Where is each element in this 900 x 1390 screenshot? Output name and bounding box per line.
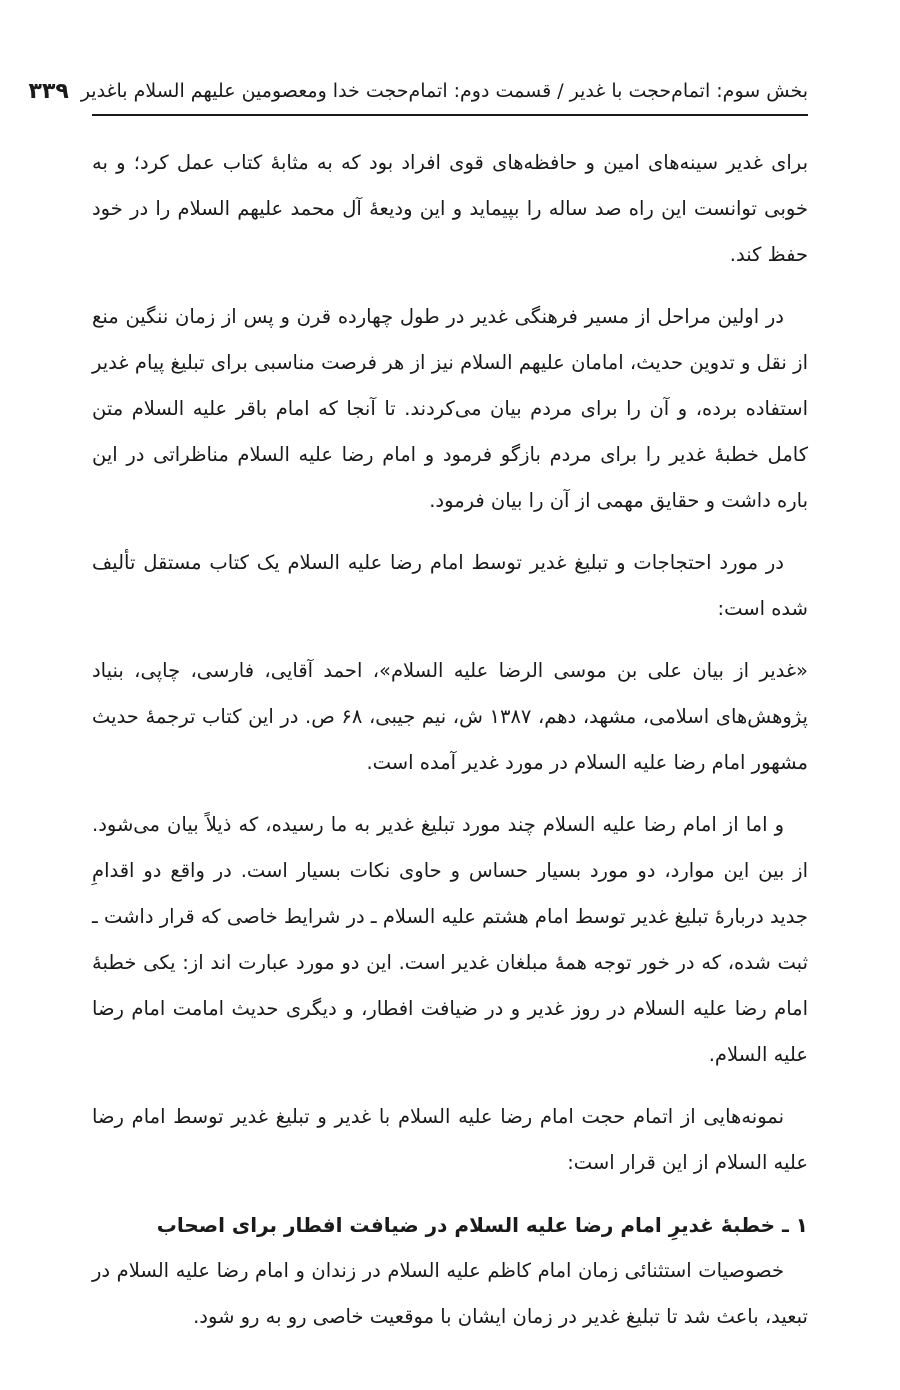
section-heading: ۱ ـ خطبهٔ غدیرِ امام رضا علیه السلام در ضیافت افطار برای اصحاب — [156, 1213, 808, 1237]
page-body — [92, 140, 808, 1340]
paragraph-3: در مورد احتجاجات و تبلیغ غدیر توسط امام رضا علیه السلام یک کتاب مستقل تألیف شده است: — [92, 551, 808, 620]
book-citation: «غدیر از بیان علی بن موسی الرضا علیه السلام»، احمد آقایی، فارسی، چاپی، بنیاد پژوهش‌های اسلامی، مشهد، دهم، ۱۳۸۷ ش، نیم جیبی، ۶۸ ص. در این کتاب ترجمهٔ حدیث مشهور امام رضا علیه السلام در مورد غدیر آمده است. — [92, 659, 808, 774]
running-header-title: بخش سوم: اتمام‌حجت با غدیر / قسمت دوم: اتمام‌حجت خدا ومعصومین علیهم السلام باغدیر — [80, 80, 808, 102]
paragraph-1: برای غدیر سینه‌های امین و حافظه‌های قوی افراد بود که به مثابهٔ کتاب عمل کرد؛ و به خوبی توانست این راه صد ساله را بپیماید و این ودیعهٔ آل محمد علیهم السلام را در خود حفظ کند. — [92, 151, 808, 266]
paragraph-4: و اما از امام رضا علیه السلام چند مورد تبلیغ غدیر به ما رسیده، که ذیلاً بیان می‌شود. از بین این موارد، دو مورد بسیار حساس و حاوی نکات بسیار است. در واقع دو اقدامِ جدید دربارهٔ تبلیغ غدیر توسط امام هشتم علیه السلام ـ در شرایط خاصی که قرار داشت ـ ثبت شده، که در خور توجه همهٔ مبلغان غدیر است. این دو مورد عبارت اند از: یکی خطبهٔ امام رضا علیه السلام در روز غدیر و در ضیافت افطار، و دیگری حدیث امامت امام رضا علیه السلام. — [92, 813, 808, 1066]
running-header — [28, 68, 808, 116]
section-paragraph: خصوصیات استثنائی زمان امام کاظم علیه السلام در زندان و امام رضا علیه السلام در تبعید، باعث شد تا تبلیغ غدیر در زمان ایشان با موقعیت خاصی رو به رو شود. — [92, 1259, 808, 1328]
paragraph-2: در اولین مراحل از مسیر فرهنگی غدیر در طول چهارده قرن و پس از زمان ننگین منع از نقل و تدوین حدیث، امامان علیهم السلام نیز از هر فرصت مناسبی برای تبلیغ پیام غدیر استفاده برده، و آن را برای مردم بیان می‌کردند. تا آنجا که امام باقر علیه السلام متن کامل خطبهٔ غدیر را برای مردم بازگو فرمود و امام رضا علیه السلام مناظراتی در این باره داشت و حقایق مهمی از آن را بیان فرمود. — [92, 305, 808, 512]
page-number: ۳۳۹ — [28, 78, 69, 104]
paragraph-5: نمونه‌هایی از اتمام حجت امام رضا علیه السلام با غدیر و تبلیغ غدیر توسط امام رضا علیه السلام از این قرار است: — [92, 1105, 808, 1174]
